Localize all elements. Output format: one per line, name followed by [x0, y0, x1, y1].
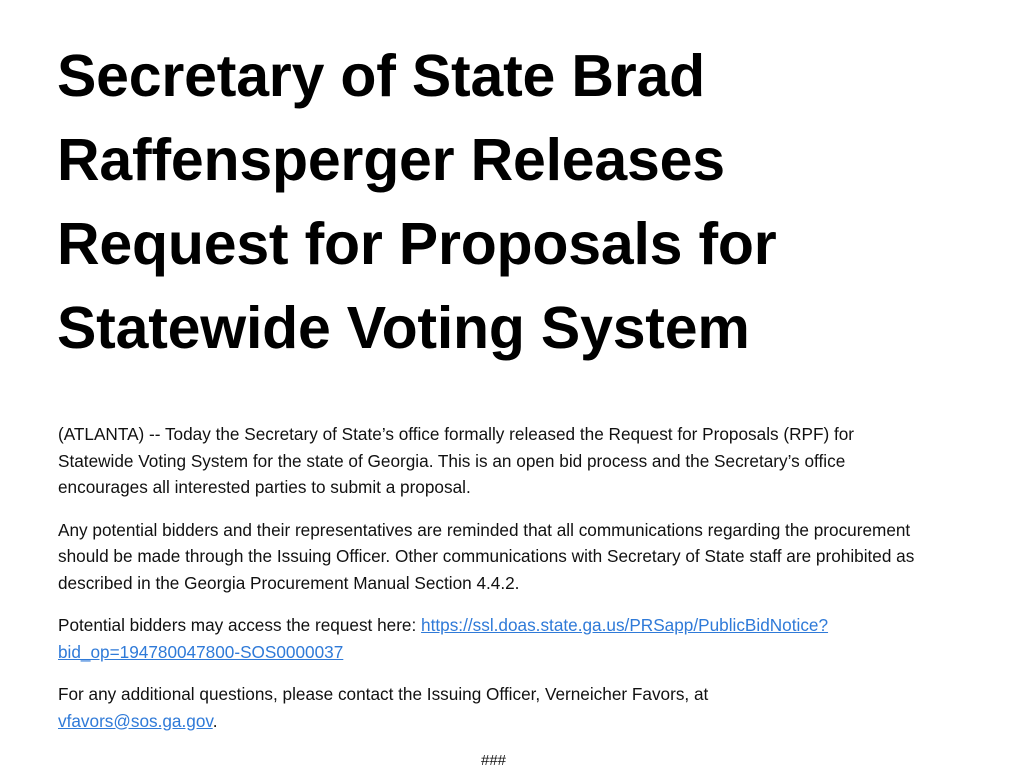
paragraph-communications-notice: Any potential bidders and their representatives are reminded that all communications regarding the procurement should be made through the Issuing Officer. Other communications with Secretary of State staff are prohibited as described in the Georgia Procurement Manual Section 4.4.2. [58, 519, 915, 593]
request-access-text: Potential bidders may access the request here: [58, 615, 422, 635]
paragraph-contact [58, 681, 928, 734]
paragraph-intro: (ATLANTA) -- Today the Secretary of State’s office formally released the Request for Proposals (RPF) for Statewide Voting System for the state of Georgia. This is an open bid process and the Secretary’s office encourages all interested parties to submit a proposal. [58, 424, 855, 497]
article-headline: Secretary of State Brad Raffensperger Releases Request for Proposals for Statewide Voting System [57, 43, 777, 361]
paragraph-request-access [58, 612, 928, 665]
bid-notice-link[interactable]: https://ssl.doas.state.ga.us/PRSapp/PublicBidNotice?bid_op=194780047800-SOS0000037 [58, 615, 829, 662]
end-of-release-mark: ### [480, 752, 507, 769]
email-link[interactable]: vfavors@sos.ga.gov [58, 710, 213, 731]
contact-text: For any additional questions, please contact the Issuing Officer, Verneicher Favors, at [58, 684, 709, 704]
contact-period: . [212, 710, 218, 731]
article-body [58, 421, 928, 750]
